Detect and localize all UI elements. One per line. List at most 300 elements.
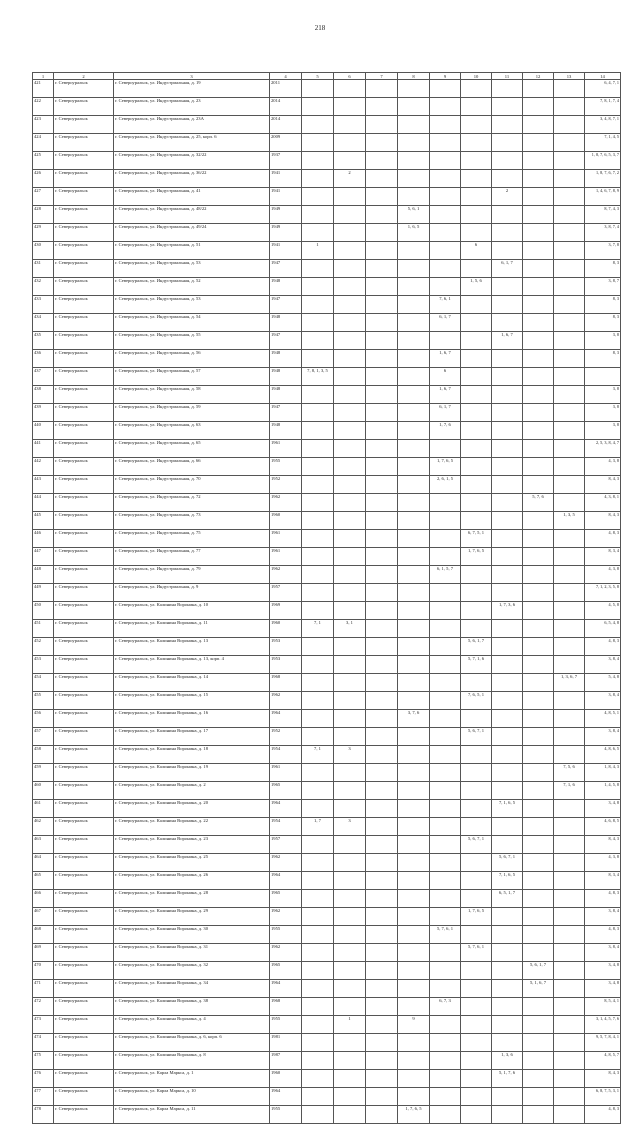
table-cell-col-9: [430, 152, 461, 170]
table-cell-col-13: 1, 3, 6, 7: [554, 674, 585, 692]
table-cell-col-14: 1, 4, 5, 8: [585, 782, 621, 800]
table-cell-col-9: [430, 764, 461, 782]
table-cell-col-1: 472: [33, 998, 54, 1016]
table-cell-col-7: [366, 350, 398, 368]
table-cell-col-2: г. Североуральск: [54, 728, 114, 746]
table-cell-col-7: [366, 602, 398, 620]
table-row: [33, 980, 621, 998]
table-cell-col-10: [461, 152, 492, 170]
table-cell-col-14: 1, 4, 6, 7, 8, 9: [585, 188, 621, 206]
table-cell-col-1: 459: [33, 764, 54, 782]
table-cell-col-10: [461, 980, 492, 998]
table-cell-col-12: [523, 440, 554, 458]
table-row: [33, 422, 621, 440]
table-cell-col-6: [334, 80, 366, 98]
table-cell-col-6: [334, 1052, 366, 1070]
table-cell-col-3: г. Североуральск, ул. Калинина Воронина, д. 4: [114, 1016, 270, 1034]
table-cell-col-10: [461, 1052, 492, 1070]
table-cell-col-3: г. Североуральск, ул. Калинина Воронина, д. 25: [114, 854, 270, 872]
table-cell-col-6: [334, 908, 366, 926]
table-cell-col-6: [334, 224, 366, 242]
header-row: [33, 73, 621, 80]
table-cell-col-9: [430, 584, 461, 602]
table-cell-col-5: [302, 278, 334, 296]
table-cell-col-12: [523, 80, 554, 98]
table-cell-col-3: г. Североуральск, ул. Индустриальная, д. 57: [114, 368, 270, 386]
table-cell-col-13: 7, 5, 6: [554, 764, 585, 782]
table-row: [33, 476, 621, 494]
table-row: [33, 368, 621, 386]
table-cell-col-11: [492, 692, 523, 710]
table-cell-col-3: г. Североуральск, ул. Калинина Воронина, д. 19: [114, 764, 270, 782]
table-cell-col-11: 5, 1, 7, 6: [492, 1070, 523, 1088]
table-cell-col-1: 429: [33, 224, 54, 242]
table-cell-col-1: 474: [33, 1034, 54, 1052]
table-cell-col-14: 3, 8: [585, 404, 621, 422]
table-cell-col-8: [398, 692, 430, 710]
table-cell-col-12: [523, 674, 554, 692]
table-cell-col-13: [554, 980, 585, 998]
table-cell-col-1: 426: [33, 170, 54, 188]
column-header-5: 5: [302, 73, 334, 80]
table-cell-col-12: [523, 188, 554, 206]
table-cell-col-9: [430, 1088, 461, 1106]
table-row: [33, 80, 621, 98]
table-cell-col-11: [492, 926, 523, 944]
table-cell-col-14: 8, 4, 3: [585, 476, 621, 494]
table-cell-col-7: [366, 872, 398, 890]
table-body: [33, 80, 621, 1124]
table-cell-col-8: [398, 998, 430, 1016]
table-cell-col-2: г. Североуральск: [54, 224, 114, 242]
table-cell-col-7: [366, 656, 398, 674]
table-cell-col-14: 8, 3: [585, 314, 621, 332]
table-cell-col-4: 1947: [270, 404, 302, 422]
table-cell-col-1: 427: [33, 188, 54, 206]
table-cell-col-3: г. Североуральск, ул. Калинина Воронина, д. 31: [114, 944, 270, 962]
table-cell-col-8: [398, 116, 430, 134]
table-cell-col-3: г. Североуральск, ул. Калинина Воронина, д. 14: [114, 674, 270, 692]
table-cell-col-11: [492, 944, 523, 962]
table-cell-col-6: 2: [334, 170, 366, 188]
table-cell-col-1: 425: [33, 152, 54, 170]
table-cell-col-6: [334, 1070, 366, 1088]
table-cell-col-14: 6, 8, 7, 5, 3, 1: [585, 1088, 621, 1106]
table-cell-col-2: г. Североуральск: [54, 368, 114, 386]
table-cell-col-8: [398, 548, 430, 566]
table-cell-col-4: 1965: [270, 782, 302, 800]
table-cell-col-4: 1949: [270, 206, 302, 224]
table-cell-col-10: [461, 764, 492, 782]
table-cell-col-4: 1955: [270, 1106, 302, 1124]
table-cell-col-12: [523, 1016, 554, 1034]
table-cell-col-11: [492, 782, 523, 800]
table-cell-col-5: [302, 944, 334, 962]
table-cell-col-14: 3, 8, 4: [585, 692, 621, 710]
table-cell-col-1: 453: [33, 656, 54, 674]
table-cell-col-4: 1968: [270, 998, 302, 1016]
table-cell-col-11: [492, 1088, 523, 1106]
table-cell-col-13: [554, 314, 585, 332]
table-cell-col-1: 456: [33, 710, 54, 728]
table-cell-col-6: [334, 674, 366, 692]
table-cell-col-6: [334, 512, 366, 530]
table-cell-col-7: [366, 782, 398, 800]
table-cell-col-8: [398, 1052, 430, 1070]
table-cell-col-5: [302, 98, 334, 116]
table-cell-col-10: [461, 440, 492, 458]
table-cell-col-6: [334, 728, 366, 746]
table-cell-col-9: [430, 980, 461, 998]
table-cell-col-10: [461, 368, 492, 386]
table-cell-col-5: [302, 296, 334, 314]
table-cell-col-6: [334, 854, 366, 872]
table-cell-col-2: г. Североуральск: [54, 692, 114, 710]
table-row: [33, 818, 621, 836]
table-cell-col-2: г. Североуральск: [54, 386, 114, 404]
table-cell-col-3: г. Североуральск, ул. Индустриальная, д. 41: [114, 188, 270, 206]
table-cell-col-5: [302, 962, 334, 980]
table-cell-col-9: [430, 1016, 461, 1034]
table-cell-col-6: [334, 260, 366, 278]
table-cell-col-1: 457: [33, 728, 54, 746]
table-cell-col-9: 1, 6, 7: [430, 350, 461, 368]
table-cell-col-14: 4, 8, 3: [585, 890, 621, 908]
table-cell-col-13: [554, 476, 585, 494]
table-cell-col-2: г. Североуральск: [54, 98, 114, 116]
table-cell-col-8: [398, 350, 430, 368]
table-cell-col-1: 444: [33, 494, 54, 512]
table-cell-col-3: г. Североуральск, ул. Калинина Воронина, д. 8: [114, 1052, 270, 1070]
table-cell-col-5: [302, 710, 334, 728]
table-cell-col-2: г. Североуральск: [54, 584, 114, 602]
table-cell-col-3: г. Североуральск, ул. Калинина Воронина, д. 34: [114, 980, 270, 998]
table-cell-col-12: [523, 278, 554, 296]
table-row: [33, 314, 621, 332]
table-cell-col-1: 443: [33, 476, 54, 494]
table-cell-col-2: г. Североуральск: [54, 260, 114, 278]
table-cell-col-14: 4, 8, 3: [585, 1106, 621, 1124]
table-cell-col-6: [334, 566, 366, 584]
table-cell-col-7: [366, 386, 398, 404]
table-cell-col-3: г. Североуральск, ул. Калинина Воронина, д. 17: [114, 728, 270, 746]
column-header-4: 4: [270, 73, 302, 80]
table-cell-col-4: 1948: [270, 386, 302, 404]
column-header-7: 7: [366, 73, 398, 80]
table-cell-col-6: [334, 422, 366, 440]
table-cell-col-1: 465: [33, 872, 54, 890]
table-cell-col-3: г. Североуральск, ул. Индустриальная, д. 79: [114, 566, 270, 584]
table-cell-col-12: [523, 764, 554, 782]
table-cell-col-10: [461, 476, 492, 494]
table-cell-col-11: 2: [492, 188, 523, 206]
table-cell-col-10: [461, 188, 492, 206]
table-cell-col-13: [554, 854, 585, 872]
table-cell-col-11: 7, 1, 6, 5: [492, 800, 523, 818]
table-cell-col-14: 8, 3, 4: [585, 548, 621, 566]
table-cell-col-12: [523, 422, 554, 440]
table-cell-col-11: [492, 980, 523, 998]
table-row: [33, 1052, 621, 1070]
table-cell-col-5: [302, 854, 334, 872]
table-cell-col-8: [398, 458, 430, 476]
table-cell-col-3: г. Североуральск, ул. Калинина Воронина, д. 10: [114, 602, 270, 620]
table-cell-col-9: [430, 1106, 461, 1124]
table-cell-col-10: [461, 800, 492, 818]
table-cell-col-12: [523, 818, 554, 836]
table-cell-col-9: [430, 260, 461, 278]
table-cell-col-6: [334, 188, 366, 206]
table-cell-col-9: 1, 6, 7: [430, 386, 461, 404]
table-cell-col-10: 6: [461, 242, 492, 260]
table-cell-col-11: [492, 818, 523, 836]
table-cell-col-10: [461, 170, 492, 188]
table-cell-col-5: 7, 1: [302, 746, 334, 764]
table-cell-col-5: [302, 692, 334, 710]
table-cell-col-11: [492, 458, 523, 476]
table-cell-col-8: [398, 278, 430, 296]
table-cell-col-3: г. Североуральск, ул. Калинина Воронина, д. 15: [114, 692, 270, 710]
table-cell-col-4: 1965: [270, 962, 302, 980]
table-cell-col-3: г. Североуральск, ул. Калинина Воронина, д. 18: [114, 746, 270, 764]
table-cell-col-12: [523, 314, 554, 332]
table-cell-col-10: [461, 1106, 492, 1124]
table-cell-col-9: [430, 242, 461, 260]
table-cell-col-9: [430, 530, 461, 548]
table-cell-col-8: [398, 170, 430, 188]
table-cell-col-10: 7, 6, 5, 1: [461, 692, 492, 710]
table-cell-col-4: 1960: [270, 620, 302, 638]
table-cell-col-12: [523, 782, 554, 800]
table-cell-col-1: 434: [33, 314, 54, 332]
table-cell-col-12: 5, 1, 6, 7: [523, 980, 554, 998]
table-cell-col-4: 1955: [270, 926, 302, 944]
table-cell-col-11: [492, 116, 523, 134]
table-cell-col-9: 6: [430, 368, 461, 386]
table-cell-col-13: [554, 530, 585, 548]
table-cell-col-11: [492, 386, 523, 404]
table-cell-col-11: [492, 728, 523, 746]
table-cell-col-9: [430, 782, 461, 800]
table-cell-col-10: [461, 620, 492, 638]
table-cell-col-12: [523, 566, 554, 584]
table-cell-col-5: 7, 1: [302, 620, 334, 638]
table-cell-col-1: 463: [33, 836, 54, 854]
table-cell-col-14: 4, 8, 5, 1: [585, 710, 621, 728]
table-cell-col-7: [366, 584, 398, 602]
table-cell-col-12: [523, 206, 554, 224]
table-cell-col-5: 1, 7: [302, 818, 334, 836]
table-cell-col-5: [302, 1034, 334, 1052]
table-cell-col-8: [398, 1070, 430, 1088]
table-cell-col-13: [554, 620, 585, 638]
table-cell-col-9: [430, 548, 461, 566]
table-cell-col-5: [302, 926, 334, 944]
table-cell-col-14: 4, 3, 8: [585, 566, 621, 584]
table-cell-col-13: [554, 908, 585, 926]
table-cell-col-7: [366, 458, 398, 476]
table-cell-col-14: 3, 8, 4: [585, 908, 621, 926]
table-cell-col-8: 5, 6, 1: [398, 206, 430, 224]
table-cell-col-1: 431: [33, 260, 54, 278]
table-cell-col-12: [523, 530, 554, 548]
table-cell-col-5: [302, 188, 334, 206]
table-row: [33, 584, 621, 602]
table-cell-col-2: г. Североуральск: [54, 746, 114, 764]
table-cell-col-4: 1937: [270, 152, 302, 170]
table-cell-col-1: 475: [33, 1052, 54, 1070]
table-cell-col-5: 7, 8, 1, 3, 5: [302, 368, 334, 386]
table-row: [33, 944, 621, 962]
table-cell-col-2: г. Североуральск: [54, 800, 114, 818]
table-cell-col-14: 3, 8: [585, 332, 621, 350]
table-cell-col-10: [461, 854, 492, 872]
table-cell-col-2: г. Североуральск: [54, 674, 114, 692]
table-cell-col-7: [366, 854, 398, 872]
table-cell-col-2: г. Североуральск: [54, 944, 114, 962]
table-cell-col-4: 1964: [270, 800, 302, 818]
table-cell-col-6: [334, 386, 366, 404]
table-cell-col-1: 477: [33, 1088, 54, 1106]
table-cell-col-2: г. Североуральск: [54, 980, 114, 998]
table-cell-col-12: [523, 548, 554, 566]
table-cell-col-9: 1, 7, 6, 5: [430, 458, 461, 476]
table-cell-col-14: 2, 5, 3, 8, 4, 7: [585, 440, 621, 458]
register-table: [32, 72, 621, 1124]
table-cell-col-6: [334, 836, 366, 854]
table-cell-col-2: г. Североуральск: [54, 1052, 114, 1070]
table-cell-col-3: г. Североуральск, ул. Карла Маркса, д. 11: [114, 1106, 270, 1124]
table-cell-col-14: 7, 1, 2, 3, 5, 8: [585, 584, 621, 602]
table-cell-col-11: [492, 710, 523, 728]
table-cell-col-8: [398, 962, 430, 980]
table-cell-col-6: [334, 494, 366, 512]
table-cell-col-4: 1981: [270, 1034, 302, 1052]
table-cell-col-5: [302, 332, 334, 350]
table-cell-col-5: [302, 440, 334, 458]
table-cell-col-1: 438: [33, 386, 54, 404]
table-cell-col-5: [302, 998, 334, 1016]
table-cell-col-11: [492, 80, 523, 98]
table-cell-col-9: [430, 962, 461, 980]
table-cell-col-9: 7, 6, 1: [430, 296, 461, 314]
table-cell-col-1: 476: [33, 1070, 54, 1088]
table-cell-col-12: [523, 728, 554, 746]
table-cell-col-6: [334, 782, 366, 800]
table-cell-col-4: 1964: [270, 710, 302, 728]
table-cell-col-4: 1957: [270, 584, 302, 602]
table-cell-col-12: [523, 116, 554, 134]
table-cell-col-13: [554, 962, 585, 980]
table-cell-col-12: [523, 368, 554, 386]
table-cell-col-8: 3, 7, 6: [398, 710, 430, 728]
table-cell-col-9: [430, 332, 461, 350]
column-header-13: 13: [554, 73, 585, 80]
table-cell-col-1: 421: [33, 80, 54, 98]
table-cell-col-6: [334, 476, 366, 494]
table-cell-col-14: 3, 8, 4: [585, 656, 621, 674]
table-cell-col-4: 1953: [270, 638, 302, 656]
table-cell-col-7: [366, 260, 398, 278]
table-cell-col-10: [461, 602, 492, 620]
table-cell-col-7: [366, 1070, 398, 1088]
table-cell-col-4: 1962: [270, 566, 302, 584]
table-cell-col-3: г. Североуральск, ул. Калинина Воронина, д. 30: [114, 926, 270, 944]
table-cell-col-3: г. Североуральск, ул. Индустриальная, д. 23: [114, 98, 270, 116]
table-cell-col-1: 451: [33, 620, 54, 638]
table-cell-col-3: г. Североуральск, ул. Индустриальная, д. 58: [114, 386, 270, 404]
table-cell-col-14: 6, 5, 4, 8: [585, 620, 621, 638]
table-cell-col-11: [492, 404, 523, 422]
table-cell-col-5: [302, 908, 334, 926]
table-cell-col-6: [334, 98, 366, 116]
table-cell-col-13: [554, 1106, 585, 1124]
table-cell-col-4: 1954: [270, 818, 302, 836]
table-cell-col-10: 1, 5, 6: [461, 278, 492, 296]
table-cell-col-2: г. Североуральск: [54, 134, 114, 152]
table-cell-col-5: [302, 836, 334, 854]
table-cell-col-5: [302, 170, 334, 188]
table-cell-col-7: [366, 674, 398, 692]
table-cell-col-13: [554, 656, 585, 674]
table-cell-col-4: 1947: [270, 332, 302, 350]
table-cell-col-5: [302, 260, 334, 278]
table-cell-col-11: [492, 422, 523, 440]
table-row: [33, 494, 621, 512]
table-cell-col-3: г. Североуральск, ул. Индустриальная, д. 53: [114, 260, 270, 278]
table-cell-col-7: [366, 620, 398, 638]
table-cell-col-4: 1969: [270, 602, 302, 620]
table-cell-col-10: [461, 926, 492, 944]
table-cell-col-2: г. Североуральск: [54, 854, 114, 872]
table-cell-col-10: 5, 6, 7, 1: [461, 728, 492, 746]
table-cell-col-4: 1952: [270, 476, 302, 494]
table-cell-col-14: 1, 8, 7, 6, 7, 2: [585, 170, 621, 188]
table-cell-col-10: 6, 7, 5, 1: [461, 530, 492, 548]
table-cell-col-9: [430, 908, 461, 926]
table-row: [33, 926, 621, 944]
table-cell-col-12: [523, 350, 554, 368]
table-cell-col-11: [492, 674, 523, 692]
table-cell-col-5: [302, 1052, 334, 1070]
table-cell-col-7: [366, 170, 398, 188]
table-cell-col-13: [554, 566, 585, 584]
table-cell-col-5: [302, 548, 334, 566]
table-cell-col-8: [398, 476, 430, 494]
table-cell-col-13: [554, 1070, 585, 1088]
table-cell-col-6: [334, 458, 366, 476]
table-cell-col-7: [366, 692, 398, 710]
table-cell-col-7: [366, 440, 398, 458]
table-cell-col-13: [554, 926, 585, 944]
table-cell-col-7: [366, 494, 398, 512]
table-cell-col-10: [461, 872, 492, 890]
table-cell-col-2: г. Североуральск: [54, 710, 114, 728]
table-cell-col-3: г. Североуральск, ул. Индустриальная, д. 70: [114, 476, 270, 494]
table-row: [33, 692, 621, 710]
table-cell-col-8: 1, 6, 5: [398, 224, 430, 242]
column-header-10: 10: [461, 73, 492, 80]
table-row: [33, 872, 621, 890]
table-cell-col-9: [430, 134, 461, 152]
table-cell-col-13: [554, 944, 585, 962]
table-cell-col-6: 3: [334, 818, 366, 836]
table-cell-col-11: [492, 242, 523, 260]
table-cell-col-2: г. Североуральск: [54, 296, 114, 314]
table-row: [33, 566, 621, 584]
table-cell-col-6: [334, 872, 366, 890]
table-cell-col-12: [523, 926, 554, 944]
